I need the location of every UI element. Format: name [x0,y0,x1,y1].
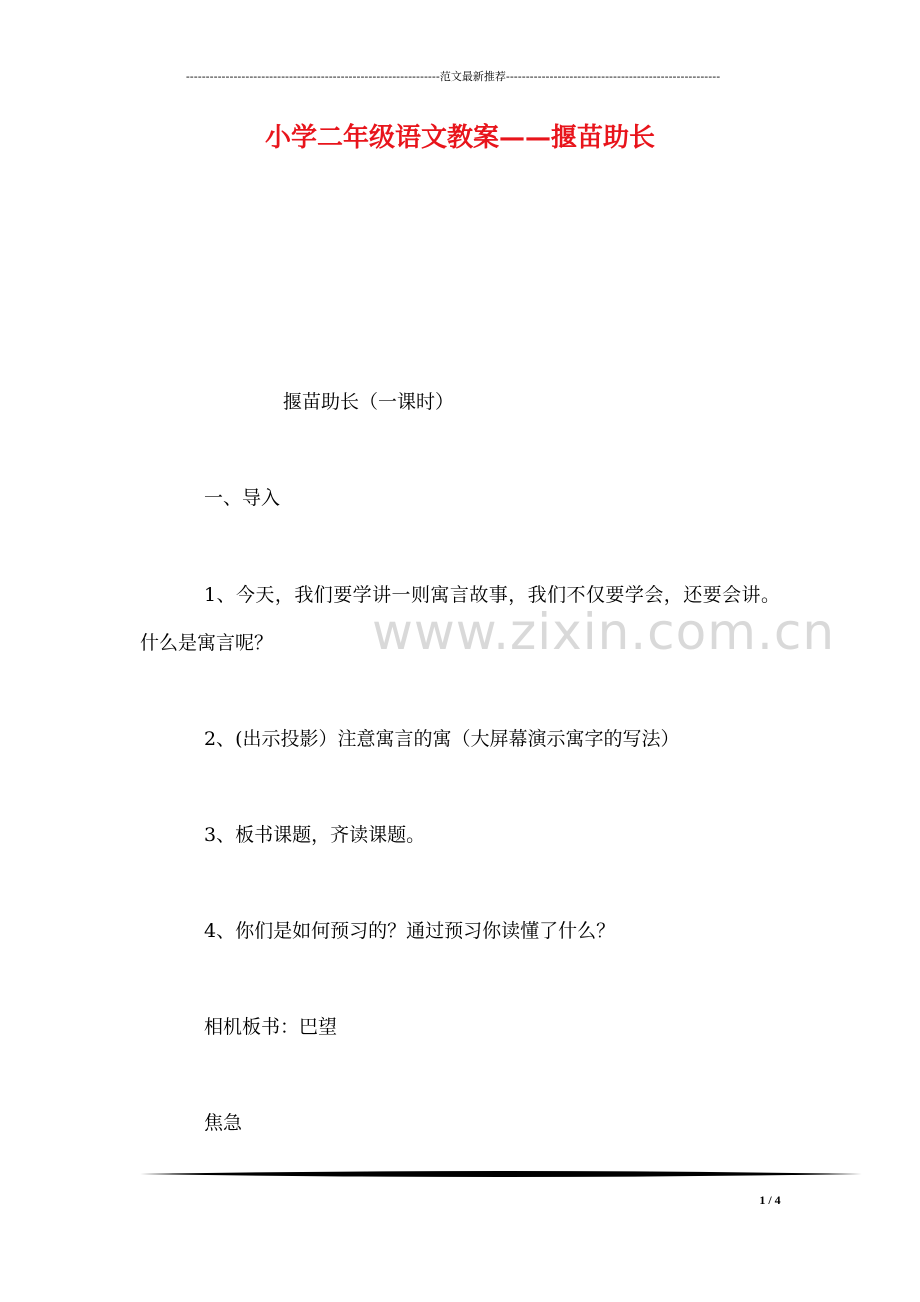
paragraph-item-2: 2、(出示投影）注意寓言的寓（大屏幕演示寓字的写法） [204,728,680,750]
board-note-2: 焦急 [204,1112,243,1134]
watermark [372,602,835,662]
header-banner: ----------------------------------------------------------------范文最新推荐------------------------------------------------------ [185,70,721,83]
watermark-text: www.zixin.com.cn [372,603,836,661]
board-note-1: 相机板书：巴望 [204,1016,338,1038]
paragraph-item-3: 3、板书课题，齐读课题。 [204,824,426,846]
lesson-subtitle: 揠苗助长（一课时） [283,391,455,413]
page-number: 1 / 4 [759,1193,781,1207]
footer-rule [140,1164,862,1184]
paragraph-item-4: 4、你们是如何预习的？通过预习你读懂了什么？ [204,920,616,942]
document-title: 小学二年级语文教案——揠苗助长 [264,123,655,153]
paragraph-item-1: 1、今天，我们要学讲一则寓言故事，我们不仅要学会，还要会讲。什么是寓言呢？ [140,584,780,654]
section-heading: 一、导入 [204,487,281,509]
